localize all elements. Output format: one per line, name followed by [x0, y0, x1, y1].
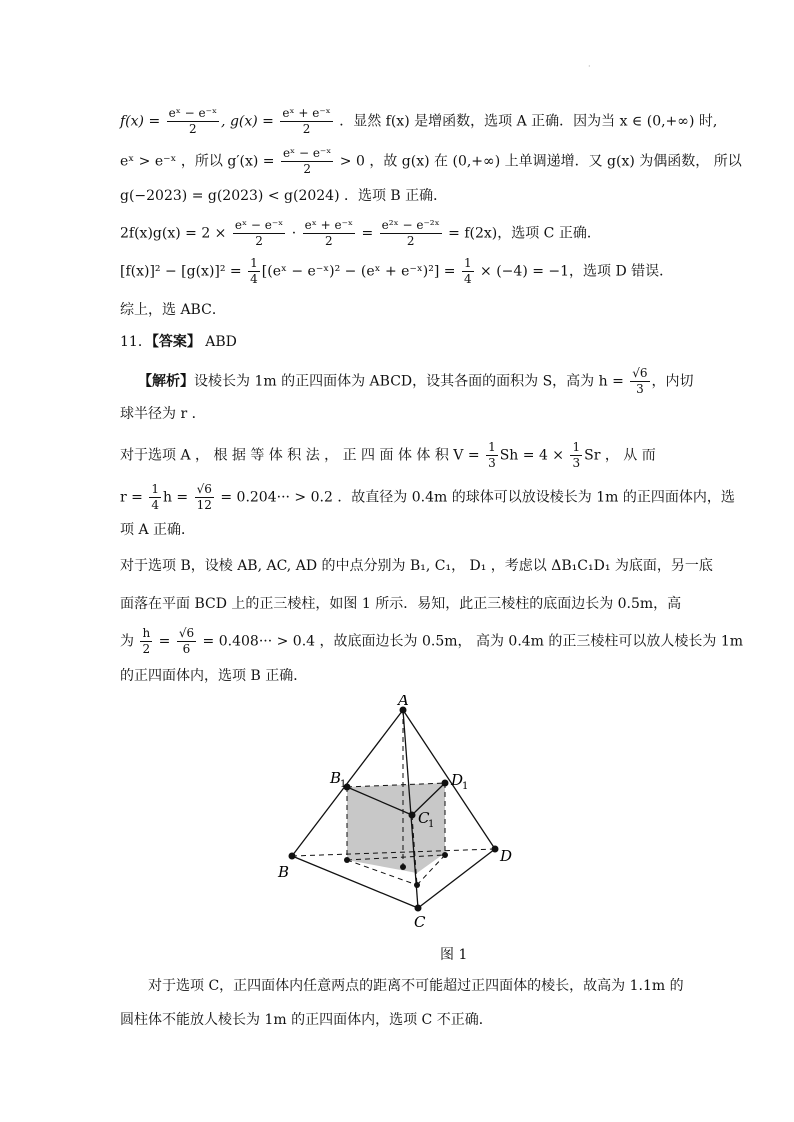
label-B: B — [278, 863, 290, 881]
fraction: $\frac{1}{3}$ — [572, 440, 581, 470]
fraction: $\frac{\text{eˣ + e⁻ˣ}}{2}$ — [282, 106, 331, 136]
fraction: $\frac{√6}{12}$ — [196, 482, 212, 512]
analysis-line-3: 对于选项 A ， 根 据 等 体 积 法 ， 正 四 面 体 体 积 V = $\frac{1}{3}$ Sh = 4 × $\frac{1}{3}$ Sr ， 从 而 — [120, 440, 656, 470]
analysis-line-9: 的正四面体内，选项 B 正确． — [120, 668, 308, 684]
formula-text: , g(x) = — [221, 113, 279, 130]
label-B1: B — [330, 769, 342, 787]
analysis-line-5: 项 A 正确． — [120, 522, 196, 538]
solution-line-3: g(−2023) = g(2023) < g(2024) ．选项 B 正确． — [120, 188, 448, 204]
fraction: $\frac{\text{eˣ − e⁻ˣ}}{2}$ — [234, 218, 284, 248]
vertex-D — [492, 846, 499, 853]
question-11-answer: 11．【答案】 ABD — [120, 334, 237, 350]
label-D1: D — [451, 771, 464, 789]
corner-mark: · — [588, 62, 591, 71]
figure-caption: 图 1 — [440, 947, 468, 963]
conclusion-line: 综上，选 ABC． — [120, 302, 226, 318]
prism-vertex-2 — [414, 882, 420, 888]
analysis-line-8: 为 $\frac{h}{2}$ = $\frac{√6}{6}$ = 0.408··· > 0.4 ，故底面边长为 0.5m， 高为 0.4m 的正三棱柱可以放人棱长为 1m — [120, 626, 744, 656]
analysis-line-7: 面落在平面 BCD 上的正三棱柱，如图 1 所示．易知，此正三棱柱的底面边长为 0.5m，高 — [120, 596, 682, 612]
label-A: A — [398, 695, 409, 709]
answer-tag: 【答案】 — [151, 334, 201, 350]
label-B1-sub: 1 — [340, 779, 347, 790]
fraction: $\frac{1}{4}$ — [463, 256, 472, 286]
fraction: $\frac{1}{3}$ — [488, 440, 496, 470]
solution-line-1 — [120, 106, 717, 137]
fraction: $\frac{√6}{3}$ — [632, 366, 648, 396]
solution-line-4: 2f(x)g(x) = 2 × $\frac{\text{eˣ − e⁻ˣ}}{2}$ · $\frac{\text{eˣ + e⁻ˣ}}{2}$ = $\frac{\text{e²ˣ − e⁻²ˣ}}{2}$ = f(2x)，选项 C 正确． — [120, 218, 601, 248]
analysis-tag: 【解析】 — [138, 373, 194, 390]
vertex-D1 — [442, 780, 449, 787]
analysis-line-4: r = $\frac{1}{4}$ h = $\frac{√6}{12}$ = 0.204··· > 0.2 ．故直径为 0.4m 的球体可以放设棱长为 1m 的正四面体内，选 — [120, 482, 735, 512]
fraction: $\frac{\text{eˣ − e⁻ˣ}}{2}$ — [282, 146, 332, 176]
analysis-line-6: 对于选项 B，设棱 AB, AC, AD 的中点分别为 B₁, C₁， D₁ ，考虑以 ΔB₁C₁D₁ 为底面，另一底 — [120, 558, 713, 574]
label-D: D — [500, 847, 513, 865]
formula-text: f(x) = — [120, 113, 165, 130]
fraction: $\frac{h}{2}$ — [142, 626, 151, 656]
explanation-text: ．显然 f(x) 是增函数，选项 A 正确．因为当 x ∈ (0,+∞) 时, — [334, 113, 718, 130]
vertex-C1 — [409, 812, 416, 819]
fraction: $\frac{√6}{6}$ — [178, 626, 195, 656]
vertex-B — [289, 853, 296, 860]
fraction: $\frac{1}{4}$ — [250, 256, 258, 286]
tetrahedron-diagram — [270, 695, 530, 935]
label-C: C — [414, 913, 426, 931]
solution-line-2 — [120, 146, 742, 177]
prism-vertex-3 — [442, 852, 448, 858]
analysis-line-10: 对于选项 C，正四面体内任意两点的距离不可能超过正四面体的棱长，故高为 1.1m 的 — [148, 978, 684, 994]
analysis-line-1: 【解析】设棱长为 1m 的正四面体为 ABCD，设其各面的面积为 S，高为 h = $\frac{√6}{3}$ ，内切 — [138, 366, 694, 396]
prism-vertex-1 — [344, 857, 350, 863]
fraction: $\frac{\text{eˣ + e⁻ˣ}}{2}$ — [304, 218, 354, 248]
centroid-point — [400, 864, 406, 870]
fraction: $\frac{1}{4}$ — [151, 482, 159, 512]
analysis-line-11: 圆柱体不能放人棱长为 1m 的正四面体内，选项 C 不正确． — [120, 1012, 493, 1028]
vertex-C — [415, 905, 422, 912]
tetrahedron-figure — [270, 695, 530, 935]
label-D1-sub: 1 — [462, 781, 469, 792]
formula-text: eˣ > e⁻ˣ ，所以 g′(x) = — [120, 153, 279, 170]
label-C1: C — [418, 809, 430, 827]
analysis-line-2: 球半径为 r ． — [120, 406, 206, 422]
label-C1-sub: 1 — [428, 819, 435, 830]
explanation-text: > 0 ，故 g(x) 在 (0,+∞) 上单调递增．又 g(x) 为偶函数， 所以 — [335, 153, 742, 170]
fraction: $\frac{\text{e²ˣ − e⁻²ˣ}}{2}$ — [381, 218, 440, 248]
solution-line-5: [f(x)]² − [g(x)]² = $\frac{1}{4}$ [(eˣ − e⁻ˣ)² − (eˣ + e⁻ˣ)²] = $\frac{1}{4}$ × (−4) = −1，选项 D 错误． — [120, 256, 674, 286]
fraction: $\frac{\text{eˣ − e⁻ˣ}}{2}$ — [168, 106, 218, 136]
